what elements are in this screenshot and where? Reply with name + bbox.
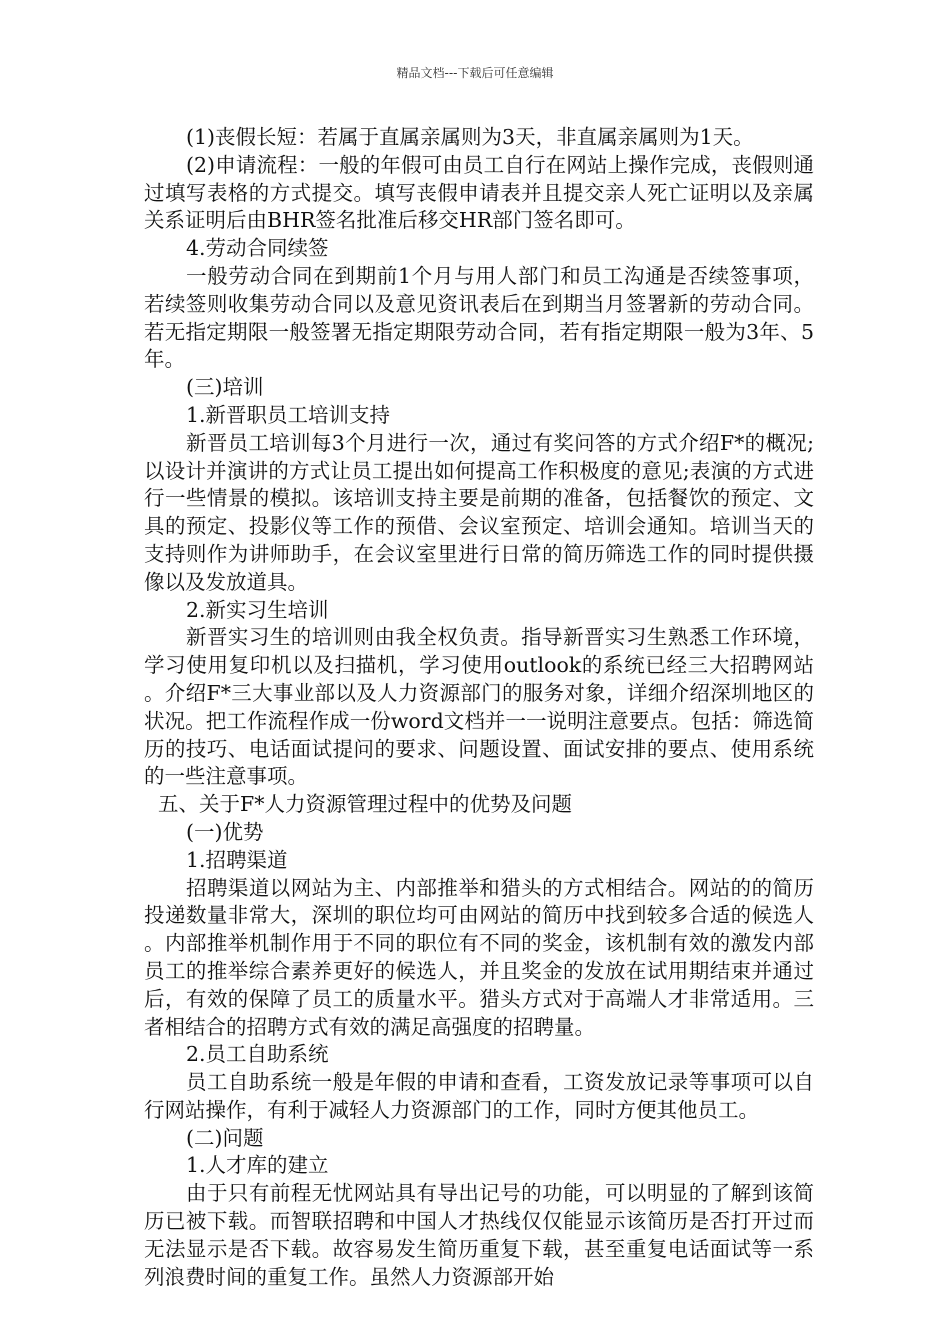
- page-header: 精品文档---下载后可任意编辑: [396, 66, 554, 80]
- paragraph: 五、关于F*人力资源管理过程中的优势及问题: [158, 792, 572, 817]
- paragraph: (2)申请流程：一般的年假可由员工自行在网站上操作完成，丧假则通过填写表格的方式提交。填写丧假申请表并且提交亲人死亡证明以及亲属关系证明后由BHR签名批准后移交HR部门签名即可。: [144, 152, 814, 233]
- paragraph: 1.新晋职员工培训支持: [186, 402, 391, 427]
- paragraph: (1)丧假长短：若属于直属亲属则为3天，非直属亲属则为1天。: [186, 125, 754, 149]
- paragraph: (二)问题: [186, 1125, 264, 1150]
- paragraph: 2.员工自助系统: [186, 1042, 329, 1067]
- paragraph: 新晋员工培训每3个月进行一次，通过有奖问答的方式介绍F*的概况;以设计并演讲的方式让员工提出如何提高工作积极度的意见;表演的方式进行一些情景的模拟。该培训支持主要是前期的准备，包括餐饮的预定、文具的预定、投影仪等工作的预借、会议室预定、培训会通知。培训当天的支持则作为讲师助手，在会议室里进行日常的简历筛选工作的同时提供摄像以及发放道具。: [144, 430, 814, 594]
- paragraph: 由于只有前程无忧网站具有导出记号的功能，可以明显的了解到该简历已被下载。而智联招聘和中国人才热线仅仅能显示该简历是否打开过而无法显示是否下载。故容易发生简历重复下载，甚至重复电话面试等一系列浪费时间的重复工作。虽然人力资源部开始: [144, 1181, 814, 1289]
- paragraph: 新晋实习生的培训则由我全权负责。指导新晋实习生熟悉工作环境，学习使用复印机以及扫描机，学习使用outlook的系统已经三大招聘网站。介绍F*三大事业部以及人力资源部门的服务对象，详细介绍深圳地区的状况。把工作流程作成一份word文档并一一说明注意要点。包括：筛选简历的技巧、电话面试提问的要求、问题设置、面试安排的要点、使用系统的一些注意事项。: [144, 625, 814, 789]
- paragraph: 4.劳动合同续签: [186, 236, 329, 261]
- paragraph: 2.新实习生培训: [186, 597, 329, 622]
- paragraph: 1.人才库的建立: [186, 1153, 329, 1178]
- paragraph: (一)优势: [186, 819, 264, 844]
- paragraph: 员工自助系统一般是年假的申请和查看，工资发放记录等事项可以自行网站操作，有利于减轻人力资源部门的工作，同时方便其他员工。: [144, 1070, 814, 1122]
- paragraph: 招聘渠道以网站为主、内部推举和猎头的方式相结合。网站的的简历投递数量非常大，深圳的职位均可由网站的简历中找到较多合适的候选人。内部推举机制作用于不同的职位有不同的奖金，该机制有效的激发内部员工的推举综合素养更好的候选人，并且奖金的发放在试用期结束并通过后，有效的保障了员工的质量水平。猎头方式对于高端人才非常适用。三者相结合的招聘方式有效的满足高强度的招聘量。: [144, 875, 814, 1039]
- paragraph: 一般劳动合同在到期前1个月与用人部门和员工沟通是否续签事项，若续签则收集劳动合同以及意见资讯表后在到期当月签署新的劳动合同。若无指定期限一般签署无指定期限劳动合同，若有指定期限一般为3年、5年。: [144, 263, 814, 372]
- paragraph: (三)培训: [186, 375, 264, 400]
- document-body: [144, 124, 814, 1291]
- paragraph: 1.招聘渠道: [186, 847, 288, 872]
